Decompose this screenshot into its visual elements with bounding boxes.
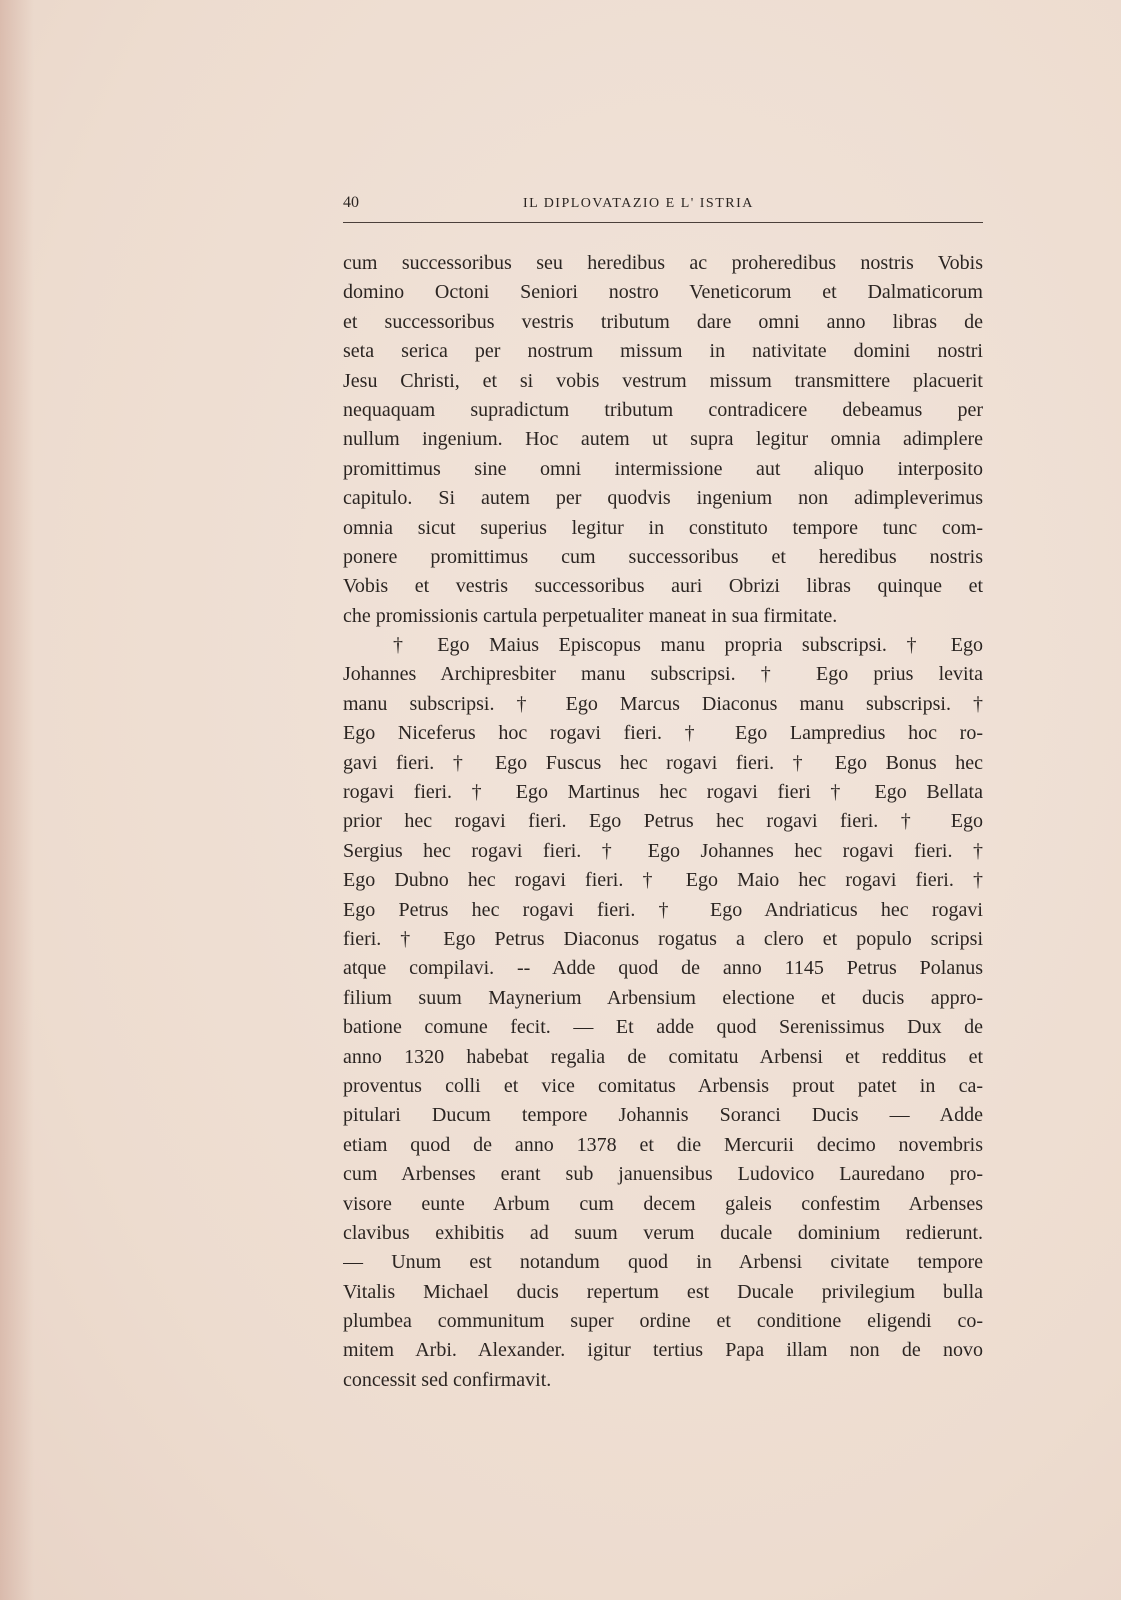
page-number: 40 [343,194,359,211]
text-line: anno 1320 habebat regalia de comitatu Arbensi et redditus et [343,1045,983,1068]
text-line: gavi fieri. † Ego Fuscus hec rogavi fieri. † Ego Bonus hec [343,751,983,774]
text-line: cum Arbenses erant sub januensibus Ludovico Lauredano pro- [343,1163,983,1186]
text-line: cum successoribus seu heredibus ac proheredibus nostris Vobis [343,252,983,274]
text-line: fieri. † Ego Petrus Diaconus rogatus a clero et populo scripsi [343,927,983,950]
text-line: prior hec rogavi fieri. Ego Petrus hec rogavi fieri. † Ego [343,810,983,833]
text-line: Vitalis Michael ducis repertum est Ducale privilegium bulla [343,1280,983,1303]
text-line: nullum ingenium. Hoc autem ut supra legitur omnia adimplere [343,428,983,451]
text-line: che promissionis cartula perpetualiter maneat in sua firmitate. [343,604,838,627]
text-line: † Ego Maius Episcopus manu propria subscripsi. † Ego [393,634,983,657]
text-line: filium suum Maynerium Arbensium electione et ducis appro- [343,986,983,1009]
text-line: concessit sed confirmavit. [343,1368,552,1391]
text-line: seta serica per nostrum missum in nativitate domini nostri [343,340,983,363]
text-line: Ego Niceferus hoc rogavi fieri. † Ego Lampredius hoc ro- [343,722,983,745]
text-line: batione comune fecit. — Et adde quod Serenissimus Dux de [343,1016,983,1039]
text-line: domino Octoni Seniori nostro Veneticorum et Dalmaticorum [343,281,983,304]
running-title: IL DIPLOVATAZIO E L' ISTRIA [523,196,754,211]
page-header [343,192,983,223]
text-line: capitulo. Si autem per quodvis ingenium non adimpleverimus [343,487,983,510]
text-line: Sergius hec rogavi fieri. † Ego Johannes hec rogavi fieri. † [343,839,983,862]
text-line: nequaquam supradictum tributum contradicere debeamus per [343,398,983,421]
text-line: atque compilavi. -- Adde quod de anno 1145 Petrus Polanus [343,957,983,980]
text-line: — Unum est notandum quod in Arbensi civitate tempore [343,1251,983,1274]
text-line: clavibus exhibitis ad suum verum ducale dominium redierunt. [343,1221,983,1244]
text-line: etiam quod de anno 1378 et die Mercurii decimo novembris [343,1133,983,1156]
body-text [343,249,983,1395]
text-line: omnia sicut superius legitur in constituto tempore tunc com- [343,516,983,539]
text-line: promittimus sine omni intermissione aut aliquo interposito [343,457,983,480]
text-line: mitem Arbi. Alexander. igitur tertius Papa illam non de novo [343,1339,983,1362]
text-line: manu subscripsi. † Ego Marcus Diaconus manu subscripsi. † [343,692,983,715]
text-line: Ego Petrus hec rogavi fieri. † Ego Andriaticus hec rogavi [343,898,983,921]
text-line: proventus colli et vice comitatus Arbensis prout patet in ca- [343,1074,983,1097]
text-line: visore eunte Arbum cum decem galeis confestim Arbenses [343,1192,983,1215]
text-line: Ego Dubno hec rogavi fieri. † Ego Maio hec rogavi fieri. † [343,869,983,892]
text-line: Jesu Christi, et si vobis vestrum missum transmittere placuerit [343,369,983,392]
text-line: ponere promittimus cum successoribus et heredibus nostris [343,545,983,568]
text-line: Johannes Archipresbiter manu subscripsi. † Ego prius levita [343,663,983,686]
text-line: Vobis et vestris successoribus auri Obrizi libras quinque et [343,575,983,598]
text-line: plumbea communitum super ordine et conditione eligendi co- [343,1310,983,1333]
text-line: rogavi fieri. † Ego Martinus hec rogavi fieri † Ego Bellata [343,781,983,804]
text-line: et successoribus vestris tributum dare omni anno libras de [343,310,983,333]
text-line: pitulari Ducum tempore Johannis Soranci Ducis — Adde [343,1104,983,1127]
